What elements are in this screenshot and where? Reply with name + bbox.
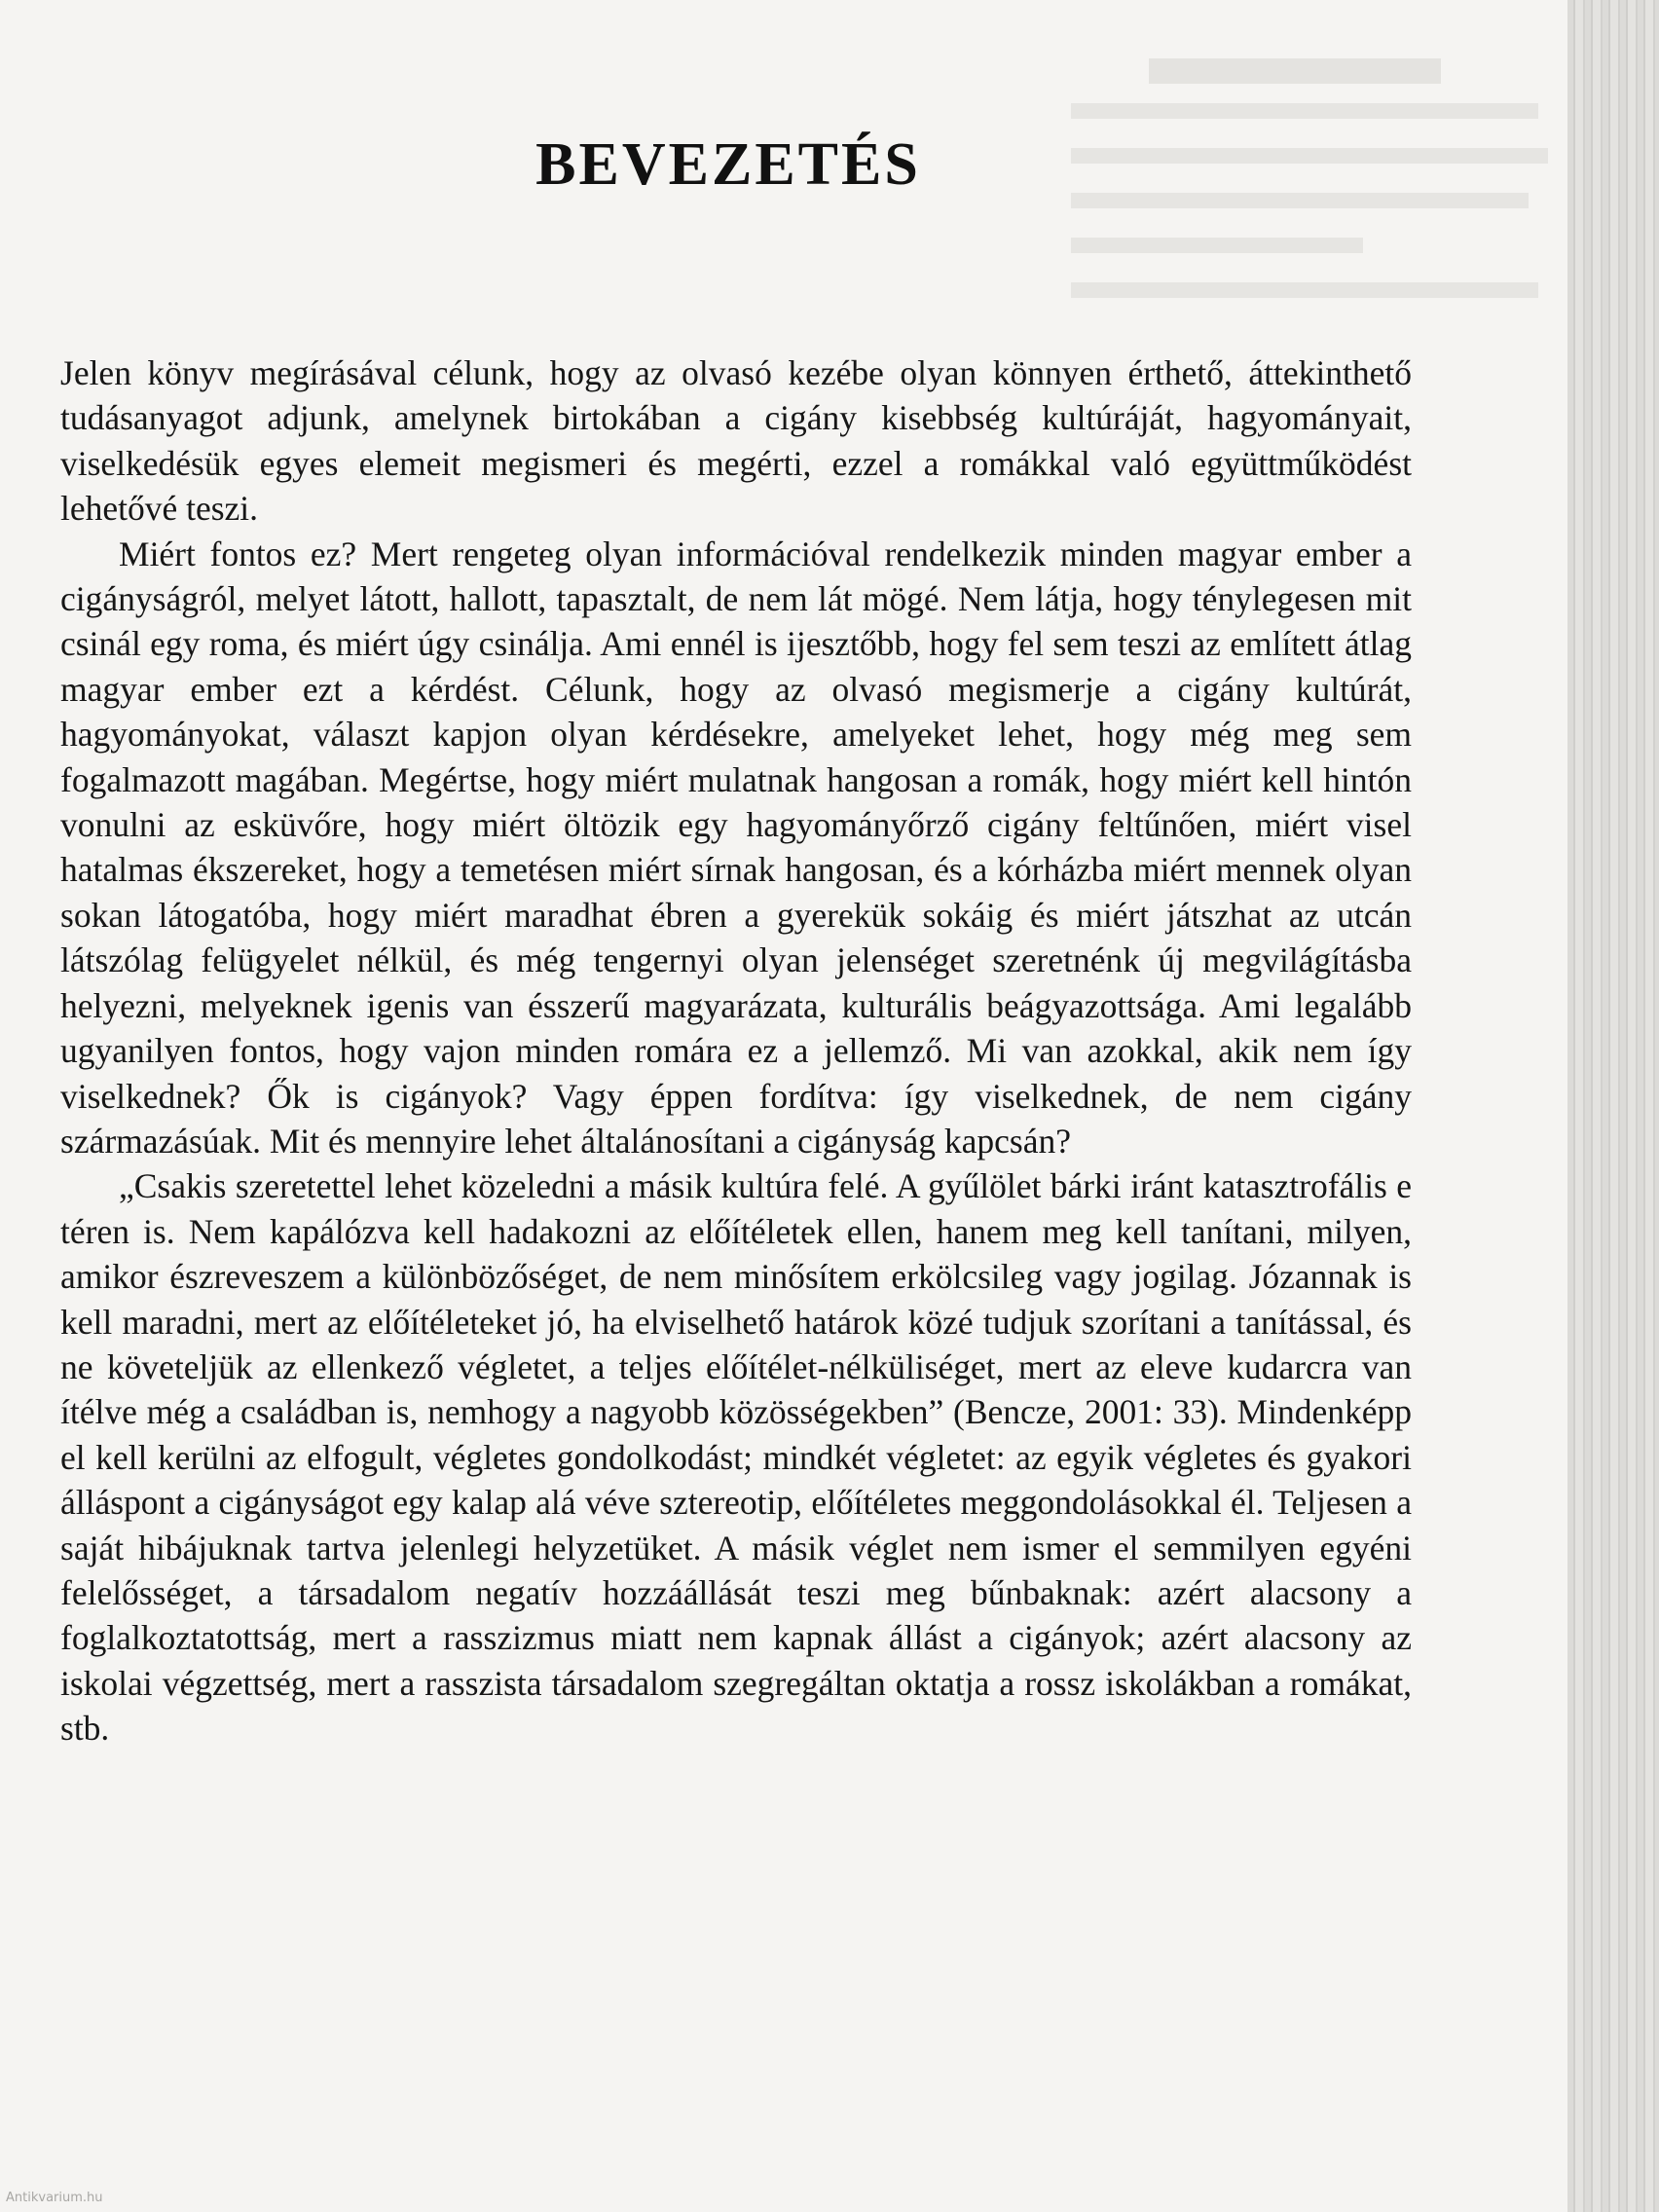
book-spine-edge xyxy=(1567,0,1659,2212)
paragraph-quote: „Csakis szeretettel lehet közeledni a másik kultúra felé. A gyűlölet bárki iránt katasztrofális e téren is. Nem kapálózva kell hadakozni az előítéletek ellen, hanem meg kell tanítani, milyen, amikor észreveszem a különbözőséget, de nem minősítem erkölcsileg vagy jogilag. Józannak is kell maradni, mert az előítéleteket jó, ha elviselhető határok közé tudjuk szorítani a tanítással, és ne követeljük az ellenkező végletet, a teljes előítélet-nélküliséget, mert az eleve kudarcra van ítélve még a családban is, nemhogy a nagyobb közösségekben” (Bencze, 2001: 33). Mindenképp el kell kerülni az elfogult, végletes gondolkodást; mindkét végletet: az egyik végletes és gyakori álláspont a cigányságot egy kalap alá véve sztereotip, előítéletes meggondolásokkal él. Teljesen a saját hibájuknak tartva jelenlegi helyzetüket. A másik véglet nem ismer el semmilyen egyéni felelősséget, a társadalom negatív hozzáállását teszi meg bűnbaknak: azért alacsony a foglalkoztatottság, mert a rasszizmus miatt nem kapnak állást a cigányok; azért alacsony az iskolai végzettség, mert a rasszista társadalom szegregáltan oktatja a rossz iskolákban a romákat, stb. xyxy=(60,1166,1412,1749)
watermark: Antikvarium.hu xyxy=(6,2191,103,2205)
paragraph-intro: Jelen könyv megírásával célunk, hogy az olvasó kezébe olyan könnyen érthető, áttekinthető tudásanyagot adjunk, amelynek birtokában a cigány kisebbség kultúráját, hagyományait, viselkedésük egyes elemeit megismeri és megérti, ezzel a romákkal való együttműködést lehetővé teszi. xyxy=(60,353,1412,529)
body-text xyxy=(60,350,1412,1751)
page-title: BEVEZETÉS xyxy=(535,130,921,198)
paragraph-why-important: Miért fontos ez? Mert rengeteg olyan információval rendelkezik minden magyar ember a cigányságról, melyet látott, hallott, tapasztalt, de nem lát mögé. Nem látja, hogy ténylegesen mit csinál egy roma, és miért úgy csinálja. Ami ennél is ijesztőbb, hogy fel sem teszi az említett átlag magyar ember ezt a kérdést. Célunk, hogy az olvasó megismerje a cigány kultúrát, hagyományokat, választ kapjon olyan kérdésekre, amelyeket lehet, hogy még meg sem fogalmazott magában. Megértse, hogy miért mulatnak hangosan a romák, hogy miért kell hintón vonulni az esküvőre, hogy miért öltözik egy hagyományőrző cigány feltűnően, miért visel hatalmas ékszereket, hogy a temetésen miért sírnak hangosan, és a kórházba miért mennek olyan sokan látogatóba, hogy miért maradhat ébren a gyerekük sokáig és miért játszhat az utcán látszólag felügyelet nélkül, és még tengernyi olyan jelenséget szeretnénk új megvilágításba helyezni, melyeknek igenis van ésszerű magyarázata, kulturális beágyazottsága. Ami legalább ugyanilyen fontos, hogy vajon minden romára ez a jellemző. Mi van azokkal, akik nem így viselkednek? Ők is cigányok? Vagy éppen fordítva: így viselkednek, de nem cigány származásúak. Mit és mennyire lehet általánosítani a cigányság kapcsán? xyxy=(60,534,1412,1161)
